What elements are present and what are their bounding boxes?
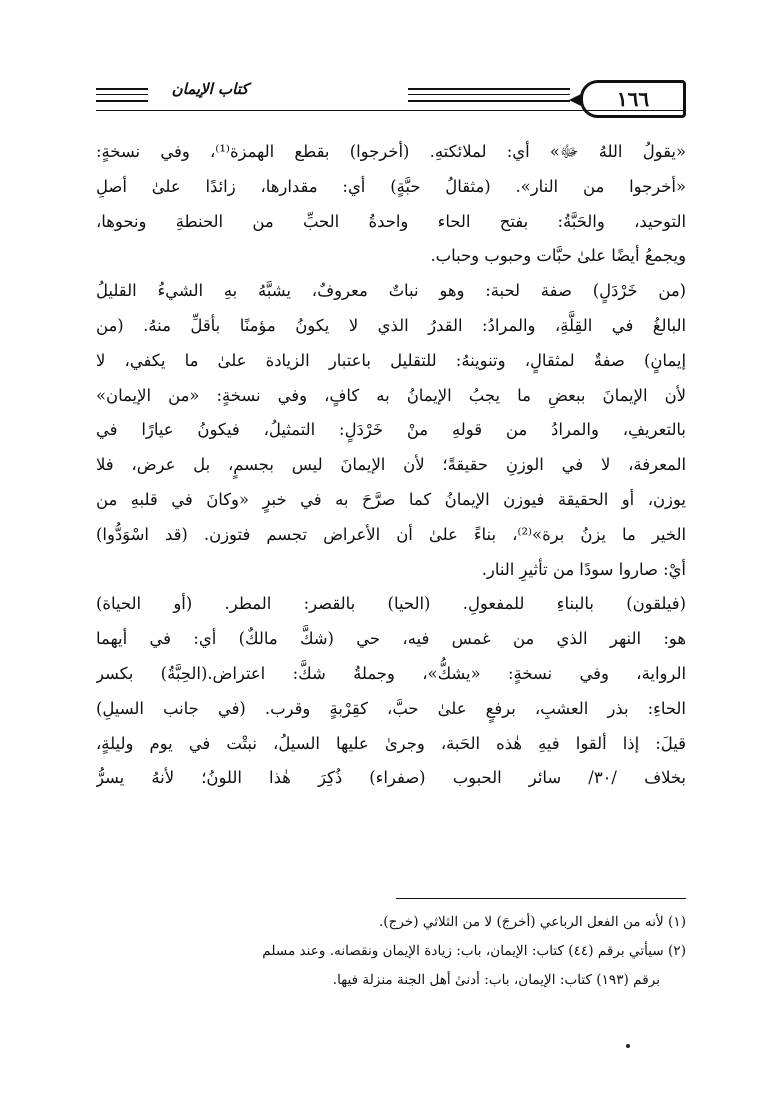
text-line: لأن الإيمانَ ببعضِ ما يجبُ الإيمانُ به كافٍ، وفي نسخةٍ: «من الإيمان» <box>96 385 686 405</box>
text-line: إيمانٍ) صفةٌ لمثقالٍ، وتنوينهُ: للتقليل باعتبار الزيادة علىٰ ما يكفي، لا <box>96 350 686 370</box>
text-line: هو: النهر الذي من غمس فيه، حي (شكَّ مالكٌ) أي: في أيهما <box>96 629 686 649</box>
footnote-separator <box>396 898 686 899</box>
text-line: الرواية، وفي نسخةٍ: «يشكُّ»، وجملةُ شكَّ: اعتراض.(الحِبَّةُ) بكسر <box>96 663 686 683</box>
header-underline <box>96 110 686 111</box>
header-rule-right-1 <box>408 88 570 90</box>
footnote-2: (٢) سيأتي برقم (٤٤) كتاب: الإيمان، باب: زيادة الإيمان ونقصانه. وعند مسلم <box>262 943 686 959</box>
footnote-2-continued: برقم (١٩٣) كتاب: الإيمان، باب: أدنىٰ أهل الجنة منزلة فيها. <box>332 972 660 988</box>
text-line: ويجمعُ أيضًا علىٰ حبَّات وحبوب وحباب. <box>430 246 686 266</box>
footnote-1: (١) لأنه من الفعل الرباعي (أخرجَ) لا من الثلاثي (خرج). <box>378 914 686 930</box>
text-line: يوزن، أو الحقيقة فيوزن الإيمانُ كما صرَّحَ به في خبرٍ «وكانَ في قلبهِ من <box>96 489 686 509</box>
text-line: «يقولُ اللهُ ﷻ» أي: لملائكتهِ. (أخرجوا) بقطع الهمزة⁽¹⁾، وفي نسخةٍ: <box>96 142 686 161</box>
text-line: الخير ما يزنُ برة»⁽²⁾، بناءً علىٰ أن الأعراض تجسم فتوزن. (قد اسْوَدُّوا) <box>96 524 686 544</box>
text-line: الحاءِ: بذر العشبِ، برفعٍ علىٰ حبَّ، كقِرْبةٍ وقرب. (في جانب السيلِ) <box>96 698 686 718</box>
text-line: التوحيد، والحَبَّةُ: بفتح الحاء واحدةُ الحبِّ من الحنطةِ ونحوها، <box>96 211 686 231</box>
header-rule-left-1 <box>96 88 148 90</box>
text-line: المعرفة، لا في الوزنِ حقيقةً؛ لأن الإيمانَ ليس بجسمٍ، بل عرض، فلا <box>96 455 686 475</box>
text-line: أيْ: صاروا سودًا من تأثيرِ النار. <box>481 559 686 579</box>
text-line: بخلاف /٣٠/ سائر الحبوب (صفراء) ذُكِرَ هٰذا اللونُ؛ لأنهُ يسرُّ <box>96 768 686 788</box>
text-line: بالتعريفِ، والمرادُ من قولهِ منْ خَرْدَلٍ: التمثيلُ، فيكونُ عيارًا في <box>96 420 686 440</box>
text-line: قيلَ: إذا ألقوا فيهِ هٰذه الحَبة، وجرىٰ عليها السيلُ، نبتْت في يوم وليلةٍ، <box>96 733 686 753</box>
page-number: ١٦٦ <box>616 87 650 111</box>
commentary-text <box>96 135 686 796</box>
header-rule-right-2 <box>408 94 570 95</box>
text-line: «أخرجوا من النار». (مثقالُ حبَّةٍ) أي: مقدارها، زائدًا علىٰ أصلِ <box>96 176 686 196</box>
footnotes <box>96 908 686 995</box>
header-rule-left-3 <box>96 100 148 102</box>
text-line: (فيلقون) بالبناءِ للمفعولِ. (الحيا) بالقصر: المطر. (أو الحياة) <box>96 594 686 614</box>
page-header <box>96 74 686 118</box>
text-line: (من خَرْدَلٍ) صفة لحبة: وهو نباتٌ معروفٌ، يشبَّهُ بهِ الشيءُ القليلُ <box>96 281 686 301</box>
running-title: كتاب الإيمان <box>171 80 249 98</box>
stray-mark <box>626 1044 630 1048</box>
header-rule-left-2 <box>96 94 148 95</box>
text-line: البالغُ في القِلَّةِ، والمرادُ: القدرُ الذي لا يكونُ مؤمنًا بأقلِّ منهُ. (من <box>96 315 686 335</box>
header-rule-right-3 <box>408 100 570 102</box>
page-number-badge <box>580 80 686 118</box>
